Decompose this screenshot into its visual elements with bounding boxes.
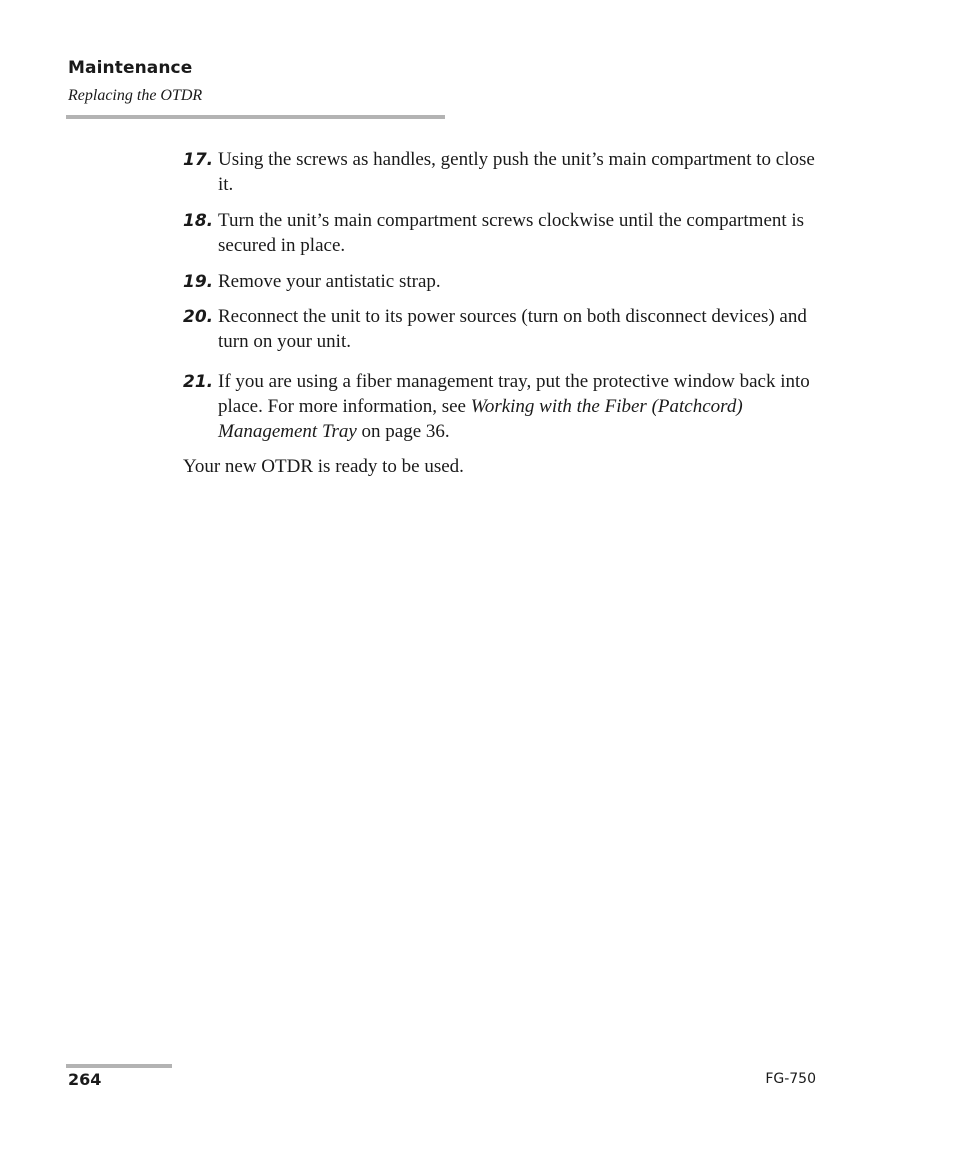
step-21 (183, 369, 823, 444)
section-title: Replacing the OTDR (68, 87, 203, 104)
step-text-tail: on page 36. (356, 421, 450, 442)
footer-divider (66, 1064, 172, 1068)
step-text: Turn the unit’s main compartment screws clockwise until the compartment is secured in place. (218, 210, 805, 256)
procedure-steps (183, 147, 823, 444)
step-19 (183, 269, 823, 294)
step-20 (183, 304, 823, 354)
header-divider (66, 115, 445, 119)
step-18 (183, 208, 823, 258)
step-text: If you are using a fiber management tray, put the protective window back into place. For more information, see (218, 371, 810, 417)
step-17 (183, 147, 823, 197)
step-number: 19. (183, 272, 214, 292)
step-text: Reconnect the unit to its power sources (turn on both disconnect devices) and turn on your unit. (218, 306, 807, 352)
chapter-title: Maintenance (68, 58, 193, 78)
step-text: Using the screws as handles, gently push the unit’s main compartment to close it. (218, 149, 815, 195)
step-number: 17. (183, 150, 214, 170)
step-number: 21. (183, 372, 214, 392)
cross-reference-link[interactable]: Working with the Fiber (Patchcord) Management Tray (218, 396, 743, 442)
closing-sentence: Your new OTDR is ready to be used. (183, 456, 464, 477)
step-text: Remove your antistatic strap. (218, 271, 441, 292)
document-code: FG-750 (765, 1071, 816, 1087)
step-number: 18. (183, 211, 214, 231)
page-number: 264 (68, 1070, 102, 1089)
step-number: 20. (183, 307, 214, 327)
